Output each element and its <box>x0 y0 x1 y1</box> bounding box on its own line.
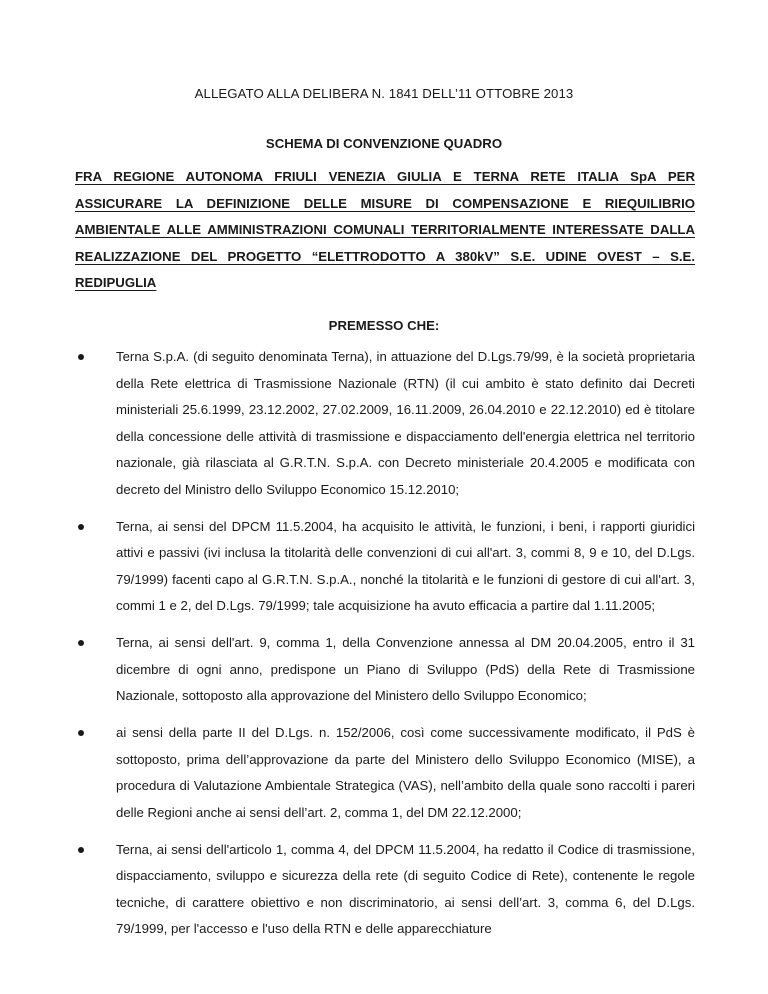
premise-list <box>75 344 695 953</box>
premise-item <box>75 837 695 943</box>
bullet-icon <box>78 354 84 360</box>
premise-text: Terna, ai sensi dell'articolo 1, comma 4, del DPCM 11.5.2004, ha redatto il Codice di trasmissione, dispacciamento, sviluppo e sicurezza della rete (di seguito Codice di Rete), contenente le regole tecniche, di carattere obiettivo e non discriminatorio, ai sensi dell’art. 3, comma 6, del D.Lgs. 79/1999, per l'accesso e l'uso della RTN e delle apparecchiature <box>116 841 695 936</box>
agreement-subject <box>75 164 695 297</box>
premise-item <box>75 514 695 620</box>
premise-text: Terna, ai sensi dell'art. 9, comma 1, della Convenzione annessa al DM 20.04.2005, entro il 31 dicembre di ogni anno, predispone un Piano di Sviluppo (PdS) della Rete di Trasmissione Nazionale, sottoposto alla approvazione del Ministero dello Sviluppo Economico; <box>116 635 695 703</box>
premise-text: ai sensi della parte II del D.Lgs. n. 152/2006, così come successivamente modificato, il PdS è sottoposto, prima dell’approvazione da parte del Ministero dello Sviluppo Economico (MISE), a procedura di Valutazione Ambientale Strategica (VAS), nell’ambito della quale sono raccolti i pareri delle Regioni anche ai sensi dell’art. 2, comma 1, del DM 22.12.2000; <box>116 725 695 820</box>
premise-item <box>75 344 695 503</box>
document-header: ALLEGATO ALLA DELIBERA N. 1841 DELL’11 OTTOBRE 2013 <box>194 86 574 101</box>
bullet-icon <box>78 847 84 853</box>
bullet-icon <box>78 640 84 646</box>
bullet-icon <box>78 524 84 530</box>
premise-text: Terna S.p.A. (di seguito denominata Terna), in attuazione del D.Lgs.79/99, è la società proprietaria della Rete elettrica di Trasmissione Nazionale (RTN) (il cui ambito è stato definito dai Decreti ministeriali 25.6.1999, 23.12.2002, 27.02.2009, 16.11.2009, 26.04.2010 e 22.12.2010) ed è titolare della concessione delle attività di trasmissione e dispacciamento dell'energia elettrica nel territorio nazionale, già rilasciata al G.R.T.N. S.p.A. con Decreto ministeriale 20.4.2005 e modificata con decreto del Ministro dello Sviluppo Economico 15.12.2010; <box>116 349 695 497</box>
agreement-subject-last-text: REDIPUGLIA <box>75 275 157 290</box>
premise-item <box>75 720 695 826</box>
agreement-subject-body: FRA REGIONE AUTONOMA FRIULI VENEZIA GIULIA E TERNA RETE ITALIA SpA PER ASSICURARE LA DEFINIZIONE DELLE MISURE DI COMPENSAZIONE E RIEQUILIBRIO AMBIENTALE ALLE AMMINISTRAZIONI COMUNALI TERRITORIALMENTE INTERESSATE DALLA REALIZZAZIONE DEL PROGETTO “ELETTRODOTTO A 380kV” S.E. UDINE OVEST – S.E. <box>75 169 695 264</box>
premise-item <box>75 630 695 710</box>
document-title: SCHEMA DI CONVENZIONE QUADRO <box>265 136 503 151</box>
premise-text: Terna, ai sensi del DPCM 11.5.2004, ha acquisito le attività, le funzioni, i beni, i rapporti giuridici attivi e passivi (ivi inclusa la titolarità delle convenzioni di cui all'art. 3, commi 8, 9 e 10, del D.Lgs. 79/1999) facenti capo al G.R.T.N. S.p.A., nonché la titolarità e le funzioni di gestore di cui all'art. 3, commi 1 e 2, del D.Lgs. 79/1999; tale acquisizione ha avuto efficacia a partire dal 1.11.2005; <box>116 518 695 613</box>
bullet-icon <box>78 730 84 736</box>
agreement-subject-last-line <box>75 270 695 297</box>
section-heading: PREMESSO CHE: <box>328 318 440 333</box>
